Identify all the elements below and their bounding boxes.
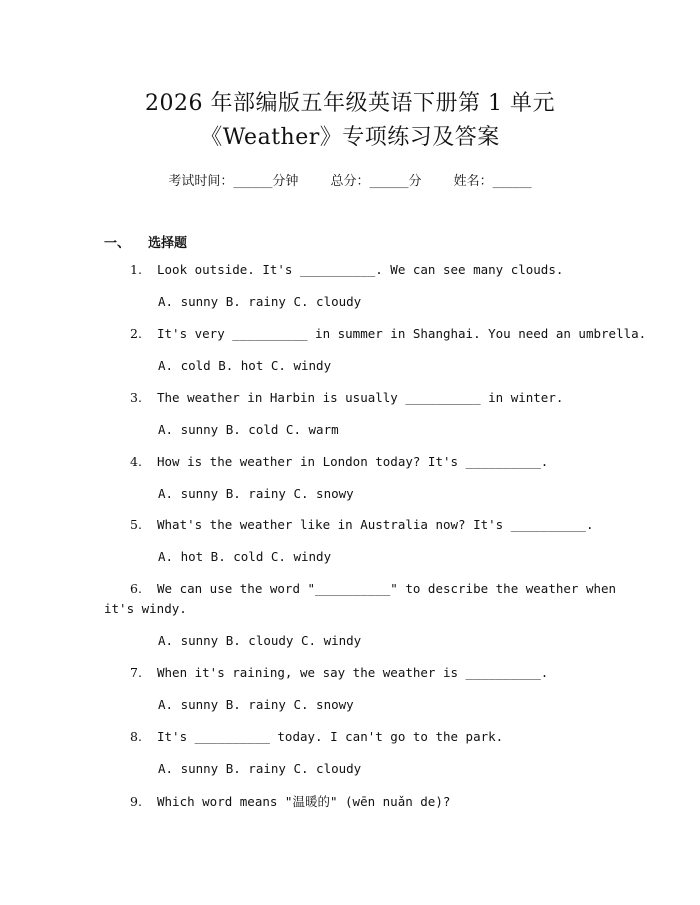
question-1-options: A. sunny B. rainy C. cloudy: [158, 294, 362, 309]
exam-score-field: 总分：______分: [330, 174, 422, 189]
question-3-options: A. sunny B. cold C. warm: [158, 422, 339, 437]
question-6-options: A. sunny B. cloudy C. windy: [158, 633, 362, 648]
question-2: [130, 326, 646, 341]
section-number: 一、: [104, 236, 131, 251]
exam-info: [0, 170, 700, 189]
question-7: [130, 665, 548, 680]
question-text: It's very __________ in summer in Shanghai. You need an umbrella.: [157, 326, 647, 341]
question-5-options: A. hot B. cold C. windy: [158, 549, 332, 564]
exam-name-field: 姓名：______: [453, 174, 532, 189]
question-text: Which word means "温暖的" (wēn nuǎn de)?: [157, 794, 451, 809]
question-number: 3.: [130, 390, 142, 405]
question-text: When it's raining, we say the weather is __________.: [157, 665, 549, 680]
question-number: 8.: [130, 729, 142, 744]
question-number: 9.: [130, 794, 142, 809]
question-text: What's the weather like in Australia now? It's __________.: [157, 517, 594, 532]
question-8-options: A. sunny B. rainy C. cloudy: [158, 761, 362, 776]
question-number: 2.: [130, 326, 142, 341]
page-title-line1: 2026 年部编版五年级英语下册第 1 单元: [145, 91, 555, 116]
question-text: We can use the word "__________" to describe the weather when: [157, 581, 617, 596]
question-9: [130, 792, 450, 810]
question-4-options: A. sunny B. rainy C. snowy: [158, 486, 354, 501]
section-heading: [104, 232, 187, 251]
question-2-options: A. cold B. hot C. windy: [158, 358, 332, 373]
question-1: [130, 262, 563, 277]
question-8: [130, 729, 503, 744]
question-6: [130, 581, 616, 596]
question-number: 5.: [130, 517, 142, 532]
question-7-options: A. sunny B. rainy C. snowy: [158, 697, 354, 712]
question-number: 7.: [130, 665, 142, 680]
exam-time-field: 考试时间：______分钟: [168, 174, 299, 189]
question-text: The weather in Harbin is usually __________ in winter.: [157, 390, 564, 405]
question-text: How is the weather in London today? It's __________.: [157, 454, 549, 469]
question-text: Look outside. It's __________. We can see many clouds.: [157, 262, 564, 277]
question-6-continuation: it's windy.: [104, 601, 187, 616]
page-title-line2: 《Weather》专项练习及答案: [200, 125, 500, 150]
question-number: 1.: [130, 262, 142, 277]
question-5: [130, 517, 594, 532]
question-3: [130, 390, 563, 405]
question-4: [130, 454, 548, 469]
question-number: 6.: [130, 581, 142, 596]
question-text: It's __________ today. I can't go to the park.: [157, 729, 504, 744]
question-number: 4.: [130, 454, 142, 469]
section-label: 选择题: [148, 236, 188, 251]
